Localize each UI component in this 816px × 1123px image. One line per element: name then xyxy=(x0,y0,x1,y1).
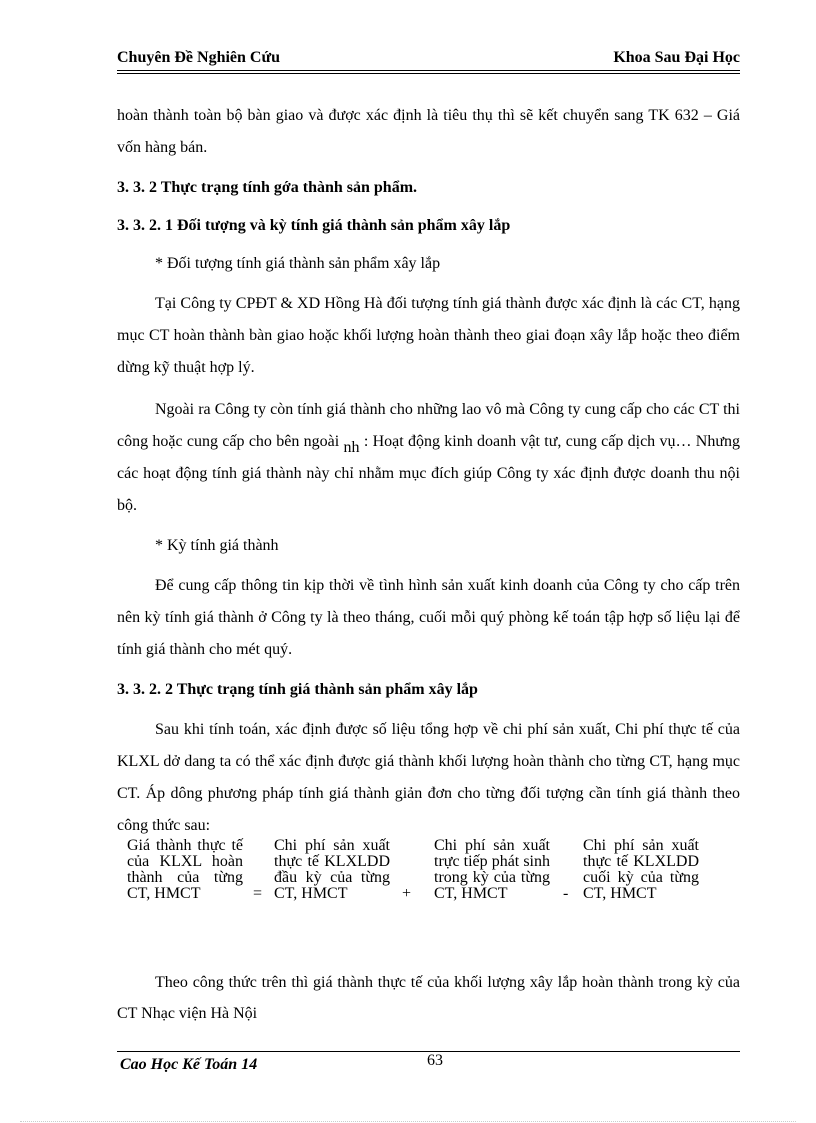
paragraph: Theo công thức trên thì giá thành thực tế của khối lượng xây lắp hoàn thành trong kỳ của CT Nhạc viện Hà Nội xyxy=(117,974,740,1022)
plus-sign: + xyxy=(402,885,412,902)
subsection-heading: 3. 3. 2. 2 Thực trạng tính giá thành sản phẩm xây lắp xyxy=(117,681,478,698)
subscript-text: nh xyxy=(343,439,360,456)
formula-term-end: Chi phí sản xuất thực tế KLXLDD cuối kỳ của từng CT, HMCT xyxy=(583,837,699,902)
body-text xyxy=(117,100,740,842)
paragraph: Tại Công ty CPĐT & XD Hồng Hà đối tượng tính giá thành được xác định là các CT, hạng mục CT hoàn thành bàn giao hoặc khối lượng hoàn thành theo giai đoạn xây lắp hoặc theo điểm dừng kỹ thuật hợp lý. xyxy=(117,295,740,376)
paragraph: Để cung cấp thông tin kịp thời về tình hình sản xuất kinh doanh của Công ty cho cấp trên nên kỳ tính giá thành ở Công ty là theo tháng, cuối mỗi quý phòng kế toán tập hợp số liệu lại để tính giá thành cho mét quý. xyxy=(117,577,740,658)
paragraph-continuation: hoàn thành toàn bộ bàn giao và được xác định là tiêu thụ thì sẽ kết chuyển sang TK 632 – Giá vốn hàng bán. xyxy=(117,107,740,156)
minus-sign: - xyxy=(563,885,569,902)
bullet-heading: * Kỳ tính giá thành xyxy=(155,537,279,554)
header-rule-thin xyxy=(117,73,740,74)
formula-term-incurred: Chi phí sản xuất trực tiếp phát sinh trong kỳ của từng CT, HMCT xyxy=(434,837,550,902)
bullet-heading: * Đối tượng tính giá thành sản phẩm xây lắp xyxy=(155,255,441,272)
header-left-title: Chuyên Đề Nghiên Cứu xyxy=(117,49,280,66)
formula-term-result: Giá thành thực tế của KLXL hoàn thành của từng CT, HMCT xyxy=(127,837,243,902)
paragraph-part: : Hoạt động kinh doanh vật tư, cung cấp dịch vụ… Nhưng các hoạt động tính giá thành này chỉ nhằm mục đích giúp Công ty xác định được doanh thu nội bộ. xyxy=(117,433,741,514)
section-heading: 3. 3. 2 Thực trạng tính gớa thành sản phẩm. xyxy=(117,179,418,196)
equals-sign: = xyxy=(253,885,263,902)
formula-term-begin: Chi phí sản xuất thực tế KLXLDD đầu kỳ của từng CT, HMCT xyxy=(274,837,390,902)
paragraph: Sau khi tính toán, xác định được số liệu tổng hợp về chi phí sản xuất, Chi phí thực tế của KLXL dở dang ta có thể xác định được giá thành khối lượng hoàn thành cho từng CT, hạng mục CT. Áp dông phương pháp tính giá thành giản đơn cho từng đối tượng cần tính giá thành theo công thức sau: xyxy=(117,721,740,834)
paragraph-after-formula xyxy=(117,967,740,1029)
header-rule xyxy=(117,70,740,71)
paragraph-part: Ngoài ra Công ty còn tính giá thành cho những lao vô mà Công ty cung cấp cho các CT thi công hoặc cung cấp cho bên ngoài xyxy=(117,401,740,450)
paragraph xyxy=(117,394,740,522)
footer-title: Cao Học Kế Toán 14 xyxy=(120,1056,258,1073)
page-number: 63 xyxy=(427,1052,443,1069)
page-header xyxy=(117,48,740,68)
subsection-heading: 3. 3. 2. 1 Đối tượng và kỳ tính giá thành sản phẩm xây lắp xyxy=(117,217,511,234)
page-edge-dots xyxy=(20,1121,796,1122)
header-right-title: Khoa Sau Đại Học xyxy=(613,49,740,66)
